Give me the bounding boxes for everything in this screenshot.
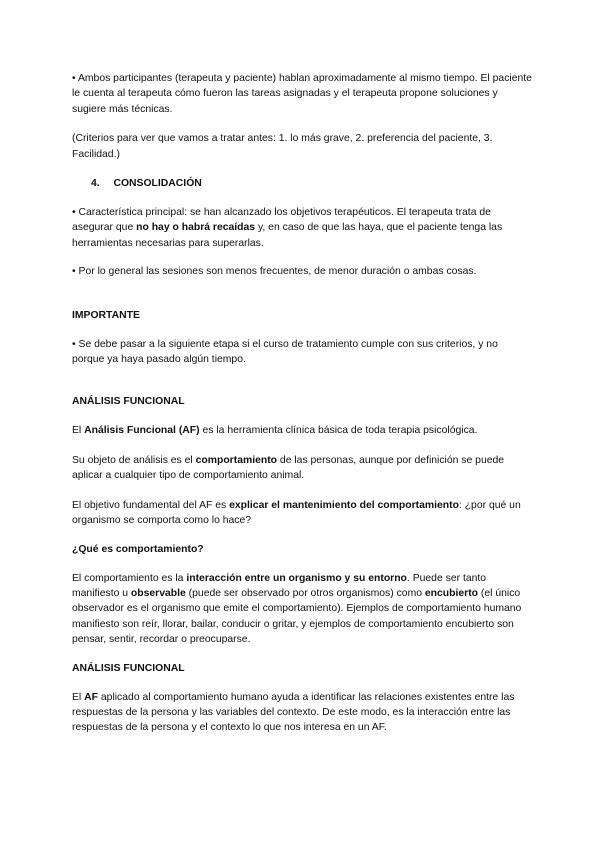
heading-analisis-funcional: ANÁLISIS FUNCIONAL xyxy=(72,396,185,408)
heading-analisis-funcional-2: ANÁLISIS FUNCIONAL xyxy=(72,662,185,674)
bold-run: explicar el mantenimiento del comportamiento xyxy=(229,499,459,511)
paragraph-comportamiento xyxy=(72,571,532,648)
heading-title: CONSOLIDACIÓN xyxy=(113,178,202,190)
paragraph-etapa: • Se debe pasar a la siguiente etapa si el curso de tratamiento cumple con sus criterios, y no porque ya haya pasado algún tiempo. xyxy=(72,338,498,366)
text-run: El xyxy=(72,425,85,437)
text-run: Su objeto de análisis es el xyxy=(72,454,196,466)
text-run: : ¿por qué un organismo se comporta como lo hace? xyxy=(72,499,521,527)
text-run: • Característica principal: se han alcanzado los objetivos terapéuticos. El terapeuta trata de asegurar que xyxy=(72,207,491,234)
bold-run: encubierto xyxy=(424,587,479,599)
bold-run: interacción entre un organismo y su entorno xyxy=(186,572,407,584)
text-run: El objetivo fundamental del AF es xyxy=(72,499,230,511)
bold-run: AF xyxy=(84,691,98,703)
paragraph-objetivo xyxy=(72,498,532,529)
paragraph-af-definicion xyxy=(72,423,532,438)
heading-consolidacion xyxy=(72,176,532,191)
paragraph-objeto xyxy=(72,453,532,484)
heading-number: 4. xyxy=(91,178,100,190)
text-run: (puede ser observado por otros organismos) como xyxy=(185,587,425,599)
text-run: de las personas, aunque por definición se puede aplicar a cualquier tipo de comportamiento animal. xyxy=(72,454,505,482)
paragraph-caracteristica xyxy=(72,205,532,251)
bold-run: Análisis Funcional (AF) xyxy=(84,425,200,437)
paragraph-af-aplicado xyxy=(72,690,532,736)
bold-run: observable xyxy=(130,587,186,599)
heading-que-es-comportamiento: ¿Qué es comportamiento? xyxy=(72,543,204,555)
text-run: El xyxy=(72,691,85,703)
paragraph-criteria: (Criterios para ver que vamos a tratar antes: 1. lo más grave, 2. preferencia del paciente, 3. Facilidad.) xyxy=(72,133,493,160)
bold-run: no hay o habrá recaídas xyxy=(136,222,256,234)
text-run: es la herramienta clínica básica de toda terapia psicológica. xyxy=(199,425,478,437)
text-run: aplicado al comportamiento humano ayuda a identificar las relaciones existentes entre las respuestas de la persona y las variables del contexto. De este modo, es la interacción entre las respuestas de la persona y el contexto lo que nos interesa en un AF. xyxy=(72,691,515,734)
text-run: . Puede ser tanto manifiesto u xyxy=(72,572,487,599)
paragraph-sesiones: • Por lo general las sesiones son menos frecuentes, de menor duración o ambas cosas. xyxy=(72,266,477,278)
text-run: y, en caso de que las haya, que el paciente tenga las herramientas necesarias para superarlas. xyxy=(72,222,503,249)
text-run: El comportamiento es la xyxy=(72,572,187,584)
text-run: (el único observador es el organismo que emite el comportamiento). Ejemplos de comportamiento humano manifiesto son reír, llorar, bailar, conducir o gritar, y ejemplos de comportamiento encubierto son pensar, sentir, recordar o preocuparse. xyxy=(72,587,522,646)
bold-run: comportamiento xyxy=(195,454,278,466)
heading-importante: IMPORTANTE xyxy=(72,309,140,321)
document-page xyxy=(72,71,532,736)
paragraph-participants: • Ambos participantes (terapeuta y paciente) hablan aproximadamente al mismo tiempo. El paciente le cuenta al terapeuta cómo fueron las tareas asignadas y el terapeuta propone soluciones y sugiere más técnicas. xyxy=(72,73,532,115)
